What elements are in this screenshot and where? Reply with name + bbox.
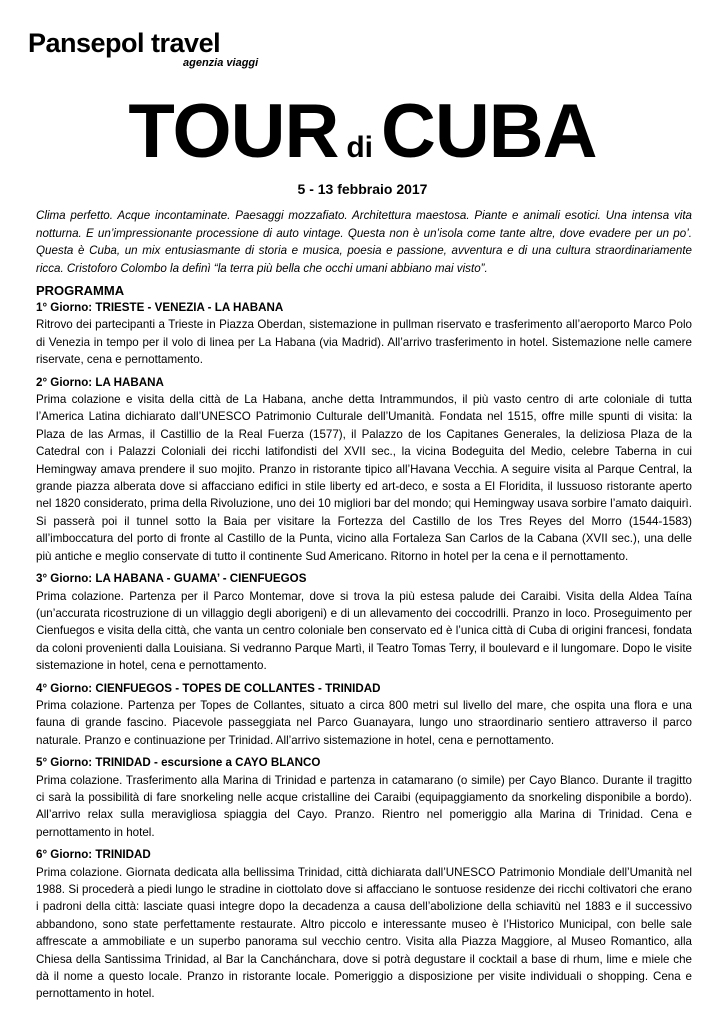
day-text: Prima colazione e visita della città de La Habana, anche detta Intrammundos, il più vasto centro di arte coloniale di tutta l’America Latina dichiarato dall’UNESCO Patrimonio Culturale dell’Umanità. Fondata nel 1515, offre mille spunti di visita: la Plaza de las Armas, il Castillio de la Real Fuerza (1577), il Palazzo de los Capitanes Generales, la deliziosa Plaza de la Catedral con i Palazzi Coloniali dei ricchi latifondisti del XVII sec., la vicina Bodeguita del Medio, celebre Taberna in cui Hemingway amava prendere il suo mojito. Pranzo in ristorante tipico all’Havana Vecchia. A seguire visita al Parque Central, la grande piazza alberata dove si affacciano edifici in stile liberty ed art-deco, e sosta a El Floridita, il lussuoso ristorante aperto nel 1820 considerato, prima della Rivoluzione, uno dei 10 migliori bar del mondo; qui Hemingway usava sorbire l’amato daiquirì. Si passerà poi il tunnel sotto la Baia per visitare la Fortezza del Castillo de los Tres Reyes del Morro (1544-1583) all’imboccatura del porto di fronte al Castillo de la Punta, vicino alla Fortaleza San Carlos de la Cabana (XVII sec.), una delle più antiche e meglio conservate di tutto il continente Sud Americano. Ritorno in hotel per la cena e il pernottamento. — [36, 393, 692, 563]
title-tour: TOUR — [128, 89, 339, 174]
logo-tagline: agenzia viaggi — [183, 57, 259, 69]
day-5 — [36, 754, 692, 841]
tour-dates: 5 - 13 febbraio 2017 — [297, 181, 428, 197]
day-2 — [36, 374, 692, 565]
day-3 — [36, 570, 692, 674]
day-text: Ritrovo dei partecipanti a Trieste in Piazza Oberdan, sistemazione in pullman riservato e trasferimento all’aeroporto Marco Polo di Venezia in tempo per il volo di linea per La Habana (via Madrid). All’arrivo trasferimento in hotel. Sistemazione nelle camere riservate, cena e pernottamento. — [36, 318, 692, 367]
title-cuba: CUBA — [381, 89, 597, 174]
day-text: Prima colazione. Partenza per il Parco Montemar, dove si trova la più estesa palude dei Caraibi. Visita della Aldea Taína (un’accurata ricostruzione di un villaggio degli aborigeni) e di un allevamento dei coccodrilli. Pranzo in loco. Proseguimento per Cienfuegos e visita della città, che vanta un centro coloniale ben conservato ed è l’unica città di Cuba di origini francesi, fondata da coloni provenienti dalla Louisiana. Si vedranno Parque Martì, il Teatro Tomas Terry, il boulevard e il lungomare. Dopo le visite sistemazione in hotel, cena e pernottamento. — [36, 589, 692, 673]
page-title — [0, 89, 725, 193]
pansepol-logo — [28, 28, 268, 73]
day-title: 4° Giorno: CIENFUEGOS - TOPES DE COLLANTES - TRINIDAD — [36, 681, 381, 695]
day-title: 2° Giorno: LA HABANA — [36, 375, 164, 389]
intro-paragraph: Clima perfetto. Acque incontaminate. Paesaggi mozzafiato. Architettura maestosa. Piante e animali esotici. Una intensa vita notturna. E un’impressionante processione di auto vintage. Questa non è un’isola come tante altre, dove evadere per un po’. Questa è Cuba, un mix entusiasmante di storia e musica, poesia e passione, avventura e di una cultura straordinariamente ricca. Cristoforo Colombo la definì “la terra più bella che occhi umani abbiano mai visto”. — [36, 209, 692, 276]
day-text: Prima colazione. Trasferimento alla Marina di Trinidad e partenza in catamarano (o simile) per Cayo Blanco. Durante il tragitto ci sarà la possibilità di fare snorkeling nelle acque cristalline dei Caraibi (equipaggiamento da snorkeling disponibile a bordo). All’arrivo relax sulla meravigliosa spiaggia del Cayo. Pranzo. Rientro nel pomeriggio alla Marina di Trinidad. Cena e pernottamento in hotel. — [36, 773, 692, 839]
logo-name: Pansepol travel — [28, 28, 221, 58]
program-heading: PROGRAMMA — [36, 283, 125, 298]
day-title: 3° Giorno: LA HABANA - GUAMA’ - CIENFUEGOS — [36, 572, 307, 586]
title-di: di — [346, 131, 374, 164]
day-text: Prima colazione. Giornata dedicata alla bellissima Trinidad, città dichiarata dall’UNESCO Patrimonio Mondiale dell’Umanità nel 1988. Si procederà a piedi lungo le stradine in ciottolato dove si affacciano le sontuose residenze dei ricchi coltivatori che erano i padroni della città: lasciate quasi integre dopo la decadenza a causa dell’abolizione della schiavitù nel 1883 e il successivo abbandono, sono state perfettamente restaurate. Altro piccolo e interessante museo è l’Historico Municipal, con belle sale affrescate a ammobiliate e un superbo panorama sul vecchio centro. Visita alla Piazza Maggiore, al Museo Romantico, alla Chiesa della Santissima Trinidad, al Bar la Canchánchara, dove si potrà degustare il cocktail a base di rhum, lime e miele che dà il nome a questo locale. Pranzo in ristorante locale. Pomeriggio a disposizione per visite individuali o shopping. Cena e pernottamento in hotel. — [36, 865, 692, 1001]
day-1 — [36, 299, 692, 369]
day-title: 5° Giorno: TRINIDAD - escursione a CAYO BLANCO — [36, 756, 321, 770]
day-title: 1° Giorno: TRIESTE - VENEZIA - LA HABANA — [36, 301, 284, 314]
day-4 — [36, 680, 692, 750]
day-title: 6° Giorno: TRINIDAD — [36, 848, 151, 862]
day-6 — [36, 846, 692, 1003]
program-section — [36, 282, 692, 1008]
day-text: Prima colazione. Partenza per Topes de Collantes, situato a circa 800 metri sul livello del mare, che ospita una flora e una fauna di grande fascino. Piacevole passeggiata nel Parco Guanayara, lungo uno straordinario sentiero attraverso il parco naturale. Pranzo e continuazione per Trinidad. All’arrivo sistemazione in hotel, cena e pernottamento. — [36, 698, 692, 747]
